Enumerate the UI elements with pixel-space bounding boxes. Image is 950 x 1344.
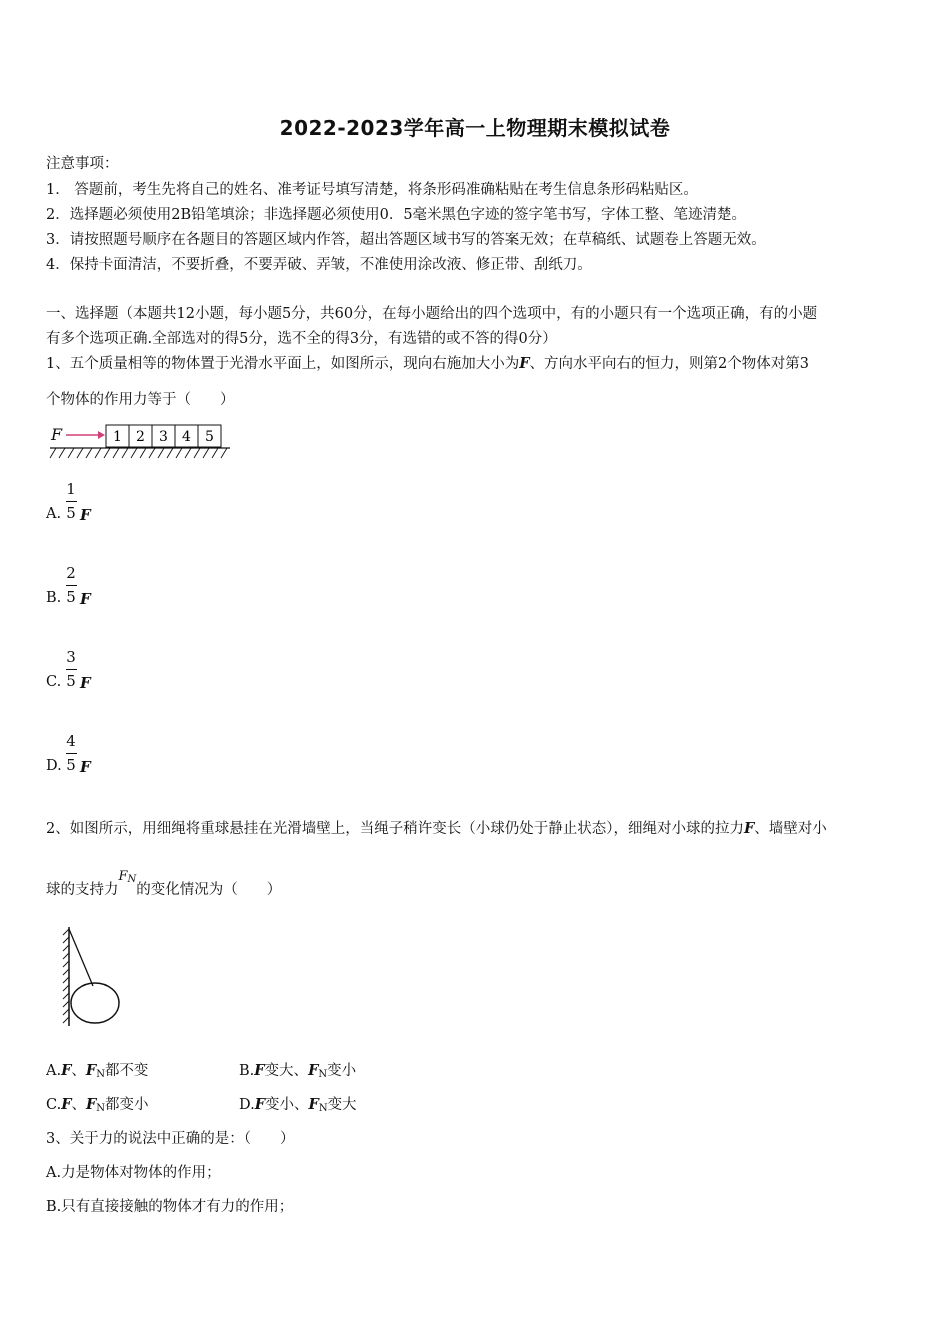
figure-force-label: F	[51, 425, 63, 444]
option-label: A.	[46, 506, 62, 522]
question-2-text-b: 的变化情况为（ ）	[136, 882, 282, 898]
question-2-option-a[interactable]: A.F、$F_N$都不变	[46, 1062, 149, 1080]
question-1-text-a: 1、五个质量相等的物体置于光滑水平面上，如图所示，现向右施加大小为	[46, 356, 520, 372]
notice-item-4: 4．保持卡面清洁，不要折叠，不要弄破、弄皱，不准使用涂改液、修正带、刮纸刀。	[46, 257, 592, 273]
block-3-label: 3	[159, 429, 168, 445]
option-label: C.	[46, 674, 62, 690]
wall-hatching	[63, 929, 69, 1023]
notice-item-2: 2．选择题必须使用2B铅笔填涂；非选择题必须使用0．5毫米黑色字迹的签字笔书写，字体工整、笔迹清楚。	[46, 207, 747, 223]
question-1-line-2: 个物体的作用力等于（ ）	[46, 392, 235, 408]
question-2-text-a: 球的支持力	[46, 882, 119, 898]
question-1-line-1	[46, 352, 809, 373]
block-row	[106, 425, 221, 447]
question-2-line-1	[46, 817, 827, 838]
question-1-text-b: 、方向水平向右的恒力，则第2个物体对第3	[529, 356, 809, 372]
ground-hatching	[50, 448, 227, 458]
rope-line	[69, 929, 93, 986]
option-unit: F	[80, 506, 91, 524]
question-2-option-d[interactable]: D.F变小、$F_N$变大	[239, 1096, 357, 1114]
force-symbol: F	[743, 820, 755, 837]
notice-heading: 注意事项：	[46, 156, 119, 172]
question-3-option-a[interactable]: A.力是物体对物体的作用；	[46, 1165, 221, 1181]
question-2-option-c[interactable]: C.F、$F_N$都变小	[46, 1096, 149, 1114]
question-2-line-2	[46, 869, 282, 899]
question-3-option-b[interactable]: B.只有直接接触的物体才有力的作用；	[46, 1199, 294, 1215]
force-symbol: F	[519, 355, 530, 372]
normal-force-symbol: $F_N$	[118, 869, 137, 885]
block-1-label: 1	[113, 429, 122, 445]
section-instructions-line-2: 有多个选项正确.全部选对的得5分，选不全的得3分，有选错的或不答的得0分）	[46, 331, 557, 347]
block-5-label: 5	[205, 429, 214, 445]
fraction: 4 5	[66, 732, 76, 774]
block-2-label: 2	[136, 429, 145, 445]
option-unit: F	[80, 758, 91, 776]
fraction: 1 5	[66, 480, 76, 522]
fraction: 3 5	[66, 648, 76, 690]
option-unit: F	[80, 674, 91, 692]
notice-item-3: 3．请按照题号顺序在各题目的答题区域内作答，超出答题区域书写的答案无效；在草稿纸、试题卷上答题无效。	[46, 232, 766, 248]
ball-circle	[71, 983, 119, 1023]
notice-item-1: 1． 答题前，考生先将自己的姓名、准考证号填写清楚，将条形码准确粘贴在考生信息条形码粘贴区。	[46, 182, 698, 198]
question-2-option-b[interactable]: B.F变大、$F_N$变小	[239, 1062, 357, 1080]
question-2-text-a: 2、如图所示，用细绳将重球悬挂在光滑墙壁上，当绳子稍许变长（小球仍处于静止状态），细绳对小球的拉力	[46, 821, 744, 837]
question-2-text-b: 、墙壁对小	[754, 821, 827, 837]
section-instructions-line-1: 一、选择题（本题共12小题，每小题5分，共60分，在每小题给出的四个选项中，有的小题只有一个选项正确，有的小题	[46, 306, 818, 322]
option-label: B.	[46, 590, 62, 606]
question-3-text: 3、关于力的说法中正确的是：（ ）	[46, 1131, 295, 1147]
fraction: 2 5	[66, 564, 76, 606]
option-unit: F	[80, 590, 91, 608]
page-title: 2022-2023学年高一上物理期末模拟试卷	[279, 116, 671, 140]
option-label: D.	[46, 758, 62, 774]
block-4-label: 4	[182, 429, 191, 445]
